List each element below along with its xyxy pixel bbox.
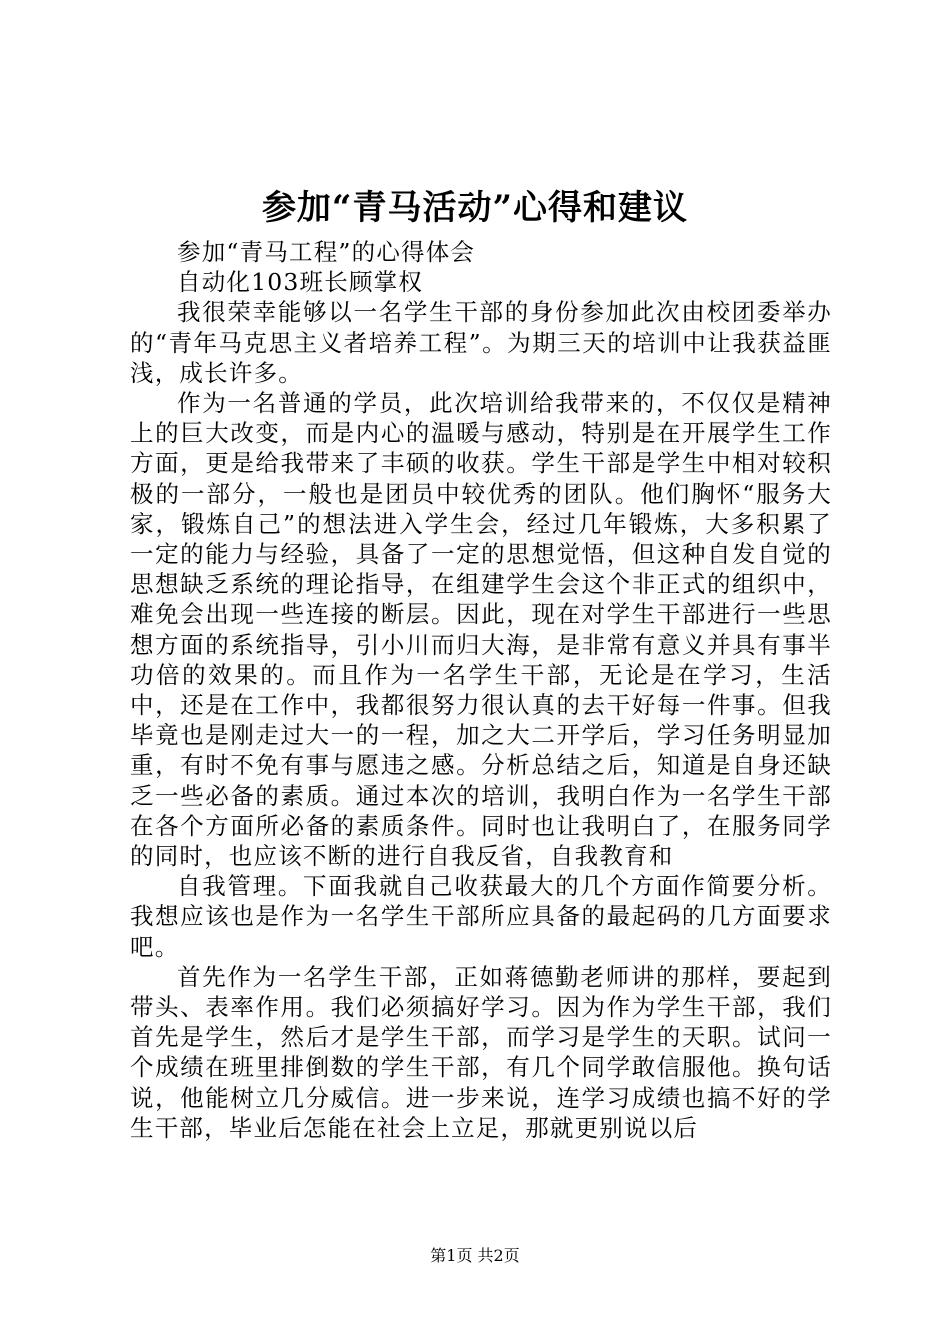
author-paragraph: 自动化103班长顾掌权: [177, 268, 424, 297]
document-body: [130, 237, 832, 1143]
document-title: 参加“青马活动”心得和建议: [261, 188, 689, 228]
page-footer: 第1页 共2页: [430, 1246, 520, 1265]
body-paragraph: 首先作为一名学生干部，正如蒋德勤老师讲的那样，要起到带头、表率作用。我们必须搞好学习。因为作为学生干部，我们首先是学生，然后才是学生干部，而学习是学生的天职。试问一个成绩在班里排倒数的学生干部，有几个同学敢信服他。换句话说，他能树立几分威信。进一步来说，连学习成绩也搞不好的学生干部，毕业后怎能在社会上立足，那就更别说以后: [130, 962, 832, 1142]
body-paragraph: 自我管理。下面我就自己收获最大的几个方面作简要分析。我想应该也是作为一名学生干部所应具备的最起码的几方面要求吧。: [130, 872, 832, 961]
subtitle-paragraph: 参加“青马工程”的心得体会: [177, 238, 476, 266]
body-paragraph: 作为一名普通的学员，此次培训给我带来的，不仅仅是精神上的巨大改变，而是内心的温暖与感动，特别是在开展学生工作方面，更是给我带来了丰硕的收获。学生干部是学生中相对较积极的一部分，一般也是团员中较优秀的团队。他们胸怀“服务大家，锻炼自己”的想法进入学生会，经过几年锻炼，大多积累了一定的能力与经验，具备了一定的思想觉悟，但这种自发自觉的思想缺乏系统的理论指导，在组建学生会这个非正式的组织中，难免会出现一些连接的断层。因此，现在对学生干部进行一些思想方面的系统指导，引小川而归大海，是非常有意义并具有事半功倍的效果的。而且作为一名学生干部，无论是在学习，生活中，还是在工作中，我都很努力很认真的去干好每一件事。但我毕竟也是刚走过大一的一程，加之大二开学后，学习任务明显加重，有时不免有事与愿违之感。分析总结之后，知道是自身还缺乏一些必备的素质。通过本次的培训，我明白作为一名学生干部在各个方面所必备的素质条件。同时也让我明白了，在服务同学的同时，也应该不断的进行自我反省，自我教育和: [130, 389, 832, 871]
body-paragraph: 我很荣幸能够以一名学生干部的身份参加此次由校团委举办的“青年马克思主义者培养工程”。为期三天的培训中让我获益匪浅，成长许多。: [130, 298, 832, 387]
